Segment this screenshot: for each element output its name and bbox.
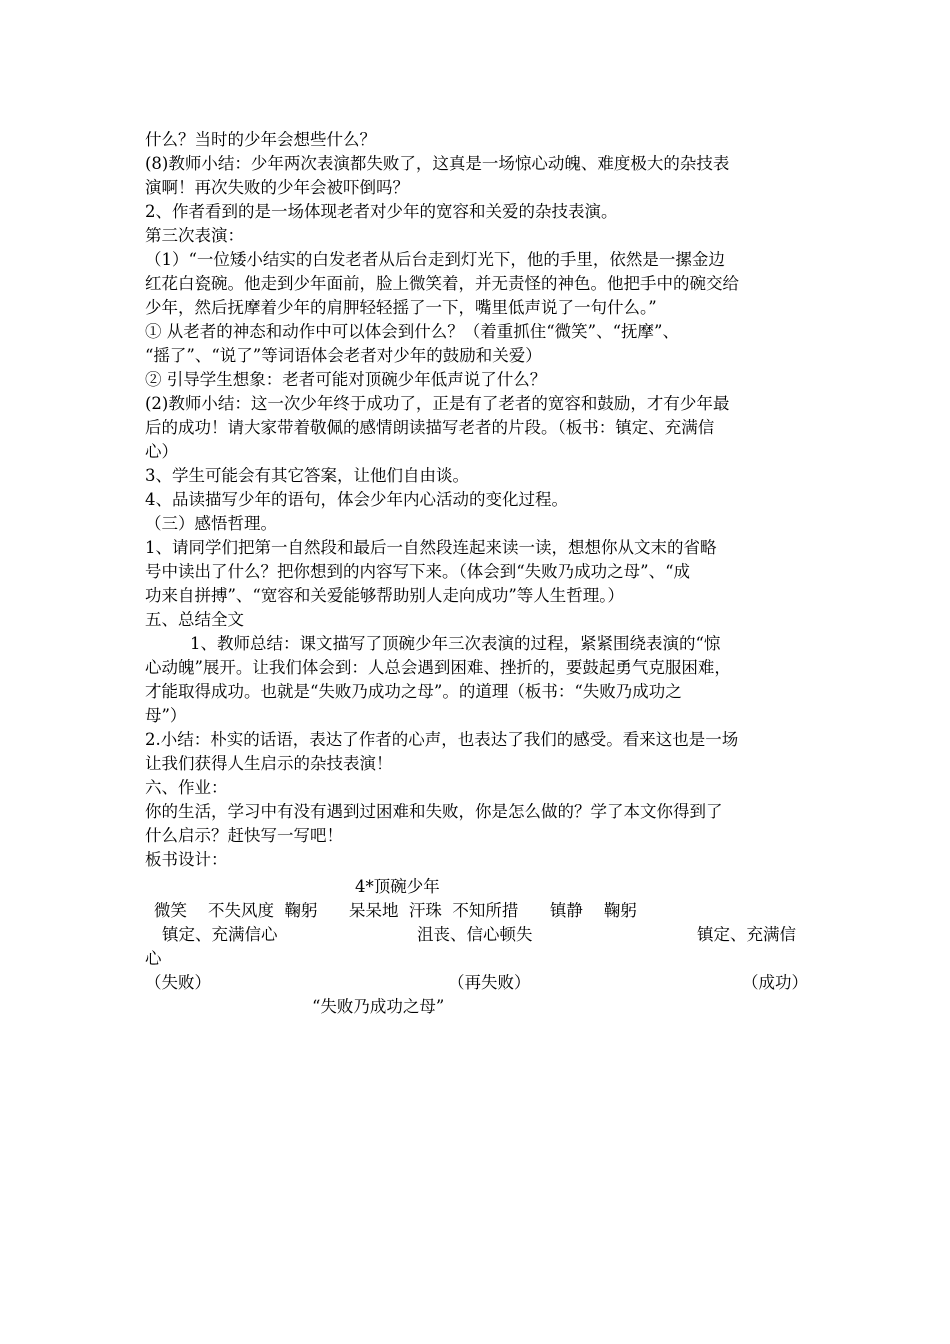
text-line: 心） xyxy=(145,442,178,461)
text-line: (8)教师小结：少年两次表演都失败了，这真是一场惊心动魄、难度极大的杂技表 xyxy=(145,154,730,173)
text-line: 少年，然后抚摩着少年的肩胛轻轻摇了一下，嘴里低声说了一句什么。” xyxy=(145,298,657,317)
text-line: 后的成功！请大家带着敬佩的感情朗读描写老者的片段。（板书：镇定、充满信 xyxy=(145,418,715,437)
text-line: “摇了”、“说了”等词语体会老者对少年的鼓励和关爱） xyxy=(145,346,542,365)
section-heading: 五、总结全文 xyxy=(145,610,244,629)
text-line: 你的生活，学习中有没有遇到过困难和失败，你是怎么做的？学了本文你得到了 xyxy=(145,802,723,821)
board-row-3: 心 xyxy=(145,949,162,968)
text-line: (2)教师小结：这一次少年终于成功了，正是有了老者的宽容和鼓励，才有少年最 xyxy=(145,394,730,413)
text-line: 心动魄”展开。让我们体会到：人总会遇到困难、挫折的，要鼓起勇气克服困难， xyxy=(145,658,731,677)
text-line: 功来自拼搏”、“宽容和关爱能够帮助别人走向成功”等人生哲理。） xyxy=(145,586,625,605)
board-row-1: 微笑 不失风度 鞠躬 呆呆地 汗珠 不知所措 镇静 鞠躬 xyxy=(154,901,637,920)
text-line: 2、作者看到的是一场体现老者对少年的宽容和关爱的杂技表演。 xyxy=(145,202,618,221)
text-line: ② 引导学生想象：老者可能对顶碗少年低声说了什么？ xyxy=(145,370,547,389)
text-line: 红花白瓷碗。他走到少年面前，脸上微笑着，并无责怪的神色。他把手中的碗交给 xyxy=(145,274,739,293)
text-line: 1、教师总结：课文描写了顶碗少年三次表演的过程，紧紧围绕表演的“惊 xyxy=(190,634,721,653)
text-line: （1）“一位矮小结实的白发老者从后台走到灯光下，他的手里，依然是一摞金边 xyxy=(145,250,725,269)
section-heading: 板书设计： xyxy=(145,850,228,869)
board-success: （成功） xyxy=(742,973,808,992)
board-fail-1: （失败） xyxy=(145,973,211,992)
text-line: 号中读出了什么？把你想到的内容写下来。（体会到“失败乃成功之母”、“成 xyxy=(145,562,691,581)
board-title: 4*顶碗少年 xyxy=(355,877,440,896)
text-line: 4、品读描写少年的语句，体会少年内心活动的变化过程。 xyxy=(145,490,568,509)
text-line: 母”） xyxy=(145,706,187,725)
text-line: 1、请同学们把第一自然段和最后一自然段连起来读一读，想想你从文末的省略 xyxy=(145,538,717,557)
text-line: 演啊！再次失败的少年会被吓倒吗？ xyxy=(145,178,409,197)
section-heading: （三）感悟哲理。 xyxy=(145,514,277,533)
section-heading: 六、作业： xyxy=(145,778,228,797)
text-line: 什么？当时的少年会想些什么？ xyxy=(145,130,376,149)
text-line: 才能取得成功。也就是“失败乃成功之母”。的道理（板书：“失败乃成功之 xyxy=(145,682,682,701)
text-line: 什么启示？赶快写一写吧！ xyxy=(145,826,343,845)
board-row-2-right: 镇定、充满信 xyxy=(697,925,796,944)
board-row-2-mid: 沮丧、信心顿失 xyxy=(417,925,533,944)
text-line: ① 从老者的神态和动作中可以体会到什么？（着重抓住“微笑”、“抚摩”、 xyxy=(145,322,679,341)
text-line: 3、学生可能会有其它答案，让他们自由谈。 xyxy=(145,466,469,485)
section-heading: 第三次表演： xyxy=(145,226,244,245)
board-motto: “失败乃成功之母” xyxy=(312,997,445,1016)
text-line: 2.小结：朴实的话语，表达了作者的心声，也表达了我们的感受。看来这也是一场 xyxy=(145,730,739,749)
text-line: 让我们获得人生启示的杂技表演！ xyxy=(145,754,393,773)
board-row-2-left: 镇定、充满信心 xyxy=(162,925,278,944)
board-fail-2: （再失败） xyxy=(448,973,531,992)
